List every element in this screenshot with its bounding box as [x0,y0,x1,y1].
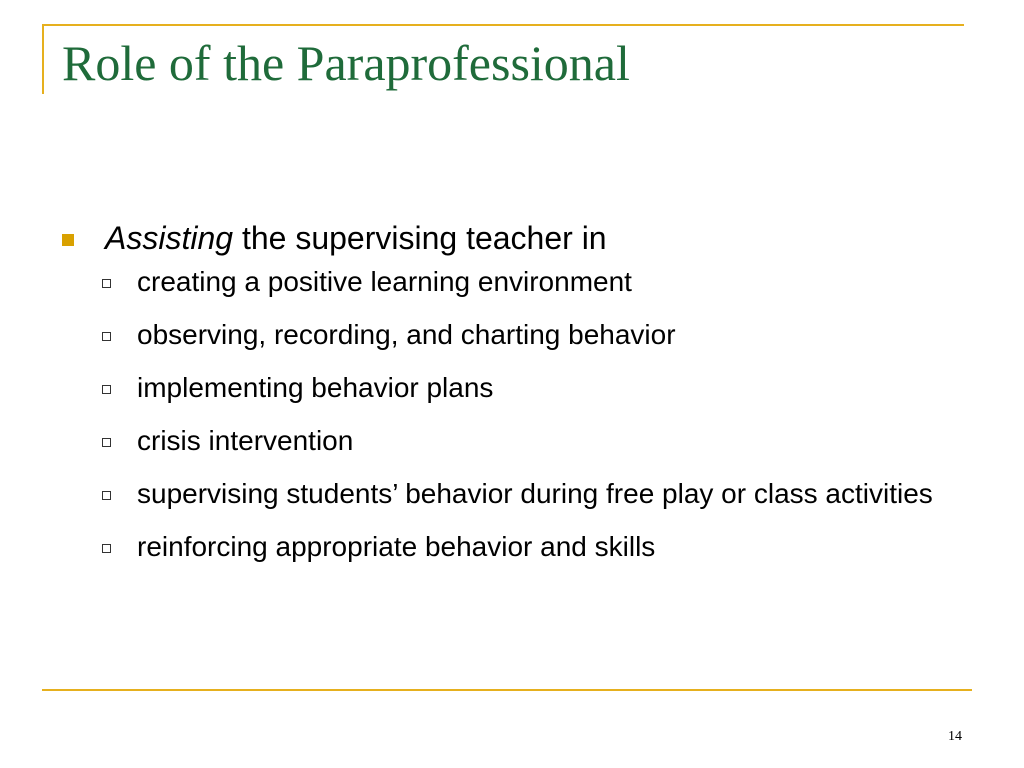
hollow-square-bullet-icon [102,491,111,500]
sub-bullet-text: observing, recording, and charting behavior [137,319,676,350]
sub-bullet-text: implementing behavior plans [137,372,494,403]
sub-bullet-text: creating a positive learning environment [137,266,632,297]
sub-bullet-list [62,264,962,565]
main-bullet-text: the supervising teacher in [233,220,607,256]
sub-bullet-item [62,264,937,300]
sub-bullet-item [62,370,937,406]
slide-body [62,216,962,582]
sub-bullet-item [62,529,937,565]
title-frame-top-rule [42,24,964,26]
sub-bullet-item [62,423,937,459]
main-bullet-emphasis: Assisting [105,220,234,256]
hollow-square-bullet-icon [102,332,111,341]
sub-bullet-item [62,317,937,353]
sub-bullet-item [62,476,937,512]
sub-bullet-text: supervising students’ behavior during free play or class activities [137,478,933,509]
sub-bullet-text: crisis intervention [137,425,354,456]
filled-square-bullet-icon [62,234,74,246]
sub-bullet-text: reinforcing appropriate behavior and skills [137,531,656,562]
slide-title: Role of the Paraprofessional [62,35,630,91]
footer-rule [42,689,972,691]
hollow-square-bullet-icon [102,279,111,288]
hollow-square-bullet-icon [102,385,111,394]
title-frame-left-rule [42,24,44,94]
page-number: 14 [948,729,962,744]
main-bullet [62,216,962,260]
hollow-square-bullet-icon [102,438,111,447]
hollow-square-bullet-icon [102,544,111,553]
